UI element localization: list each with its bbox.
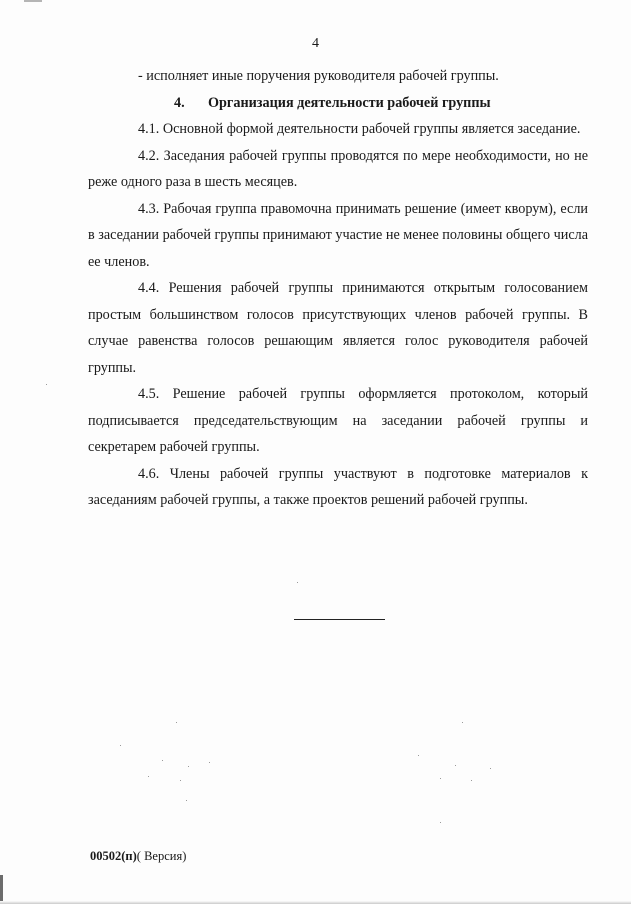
- footer-suffix: ( Версия): [136, 849, 187, 863]
- scan-speck: [462, 722, 463, 723]
- scan-edge-left: [0, 875, 3, 904]
- scan-speck: [440, 778, 441, 779]
- paragraph-4-6: 4.6. Члены рабочей группы участвуют в подготовке материалов к заседаниям рабочей группы, а также проектов решений рабочей группы.: [88, 465, 588, 508]
- scan-speck: [186, 800, 187, 801]
- footer-code: 00502(п): [90, 849, 137, 863]
- section-title: Организация деятельности рабочей группы: [208, 94, 491, 111]
- scan-speck: [180, 780, 181, 781]
- section-number: 4.: [174, 94, 185, 111]
- document-body: [88, 63, 588, 514]
- scan-speck: [46, 384, 47, 385]
- paragraph-4-1: 4.1. Основной формой деятельности рабочей группы является заседание.: [138, 121, 581, 137]
- separator-line: [294, 619, 385, 620]
- scan-speck: [176, 722, 177, 723]
- scan-speck: [455, 765, 456, 766]
- section-heading: [88, 90, 588, 117]
- scan-speck: [120, 745, 121, 746]
- scan-speck: [148, 776, 149, 777]
- scan-speck: [471, 780, 472, 781]
- paragraph-4-5: 4.5. Решение рабочей группы оформляется протоколом, который подписывается председательствующим на заседании рабочей группы и секретарем рабочей группы.: [88, 386, 588, 455]
- paragraph-4-4: 4.4. Решения рабочей группы принимаются открытым голосованием простым большинством голосов присутствующих членов рабочей группы. В случае равенства голосов решающим является голос руководителя рабочей группы.: [88, 280, 588, 376]
- intro-line: - исполняет иные поручения руководителя рабочей группы.: [138, 68, 499, 84]
- scan-speck: [209, 762, 210, 763]
- scan-speck: [297, 582, 298, 583]
- scan-speck: [490, 768, 491, 769]
- paragraph-4-3: 4.3. Рабочая группа правомочна принимать решение (имеет кворум), если в заседании рабочей группы принимают участие не менее половины общего числа ее членов.: [88, 200, 588, 270]
- page-number: 4: [312, 36, 319, 51]
- scan-speck: [440, 822, 441, 823]
- scan-speck: [162, 760, 163, 761]
- paragraph-4-2: 4.2. Заседания рабочей группы проводятся по мере необходимости, но не реже одного раза в шесть месяцев.: [88, 147, 588, 190]
- scan-speck: [418, 755, 419, 756]
- scan-speck: [188, 766, 189, 767]
- document-footer-code: [90, 849, 186, 864]
- scan-mark: [24, 0, 42, 2]
